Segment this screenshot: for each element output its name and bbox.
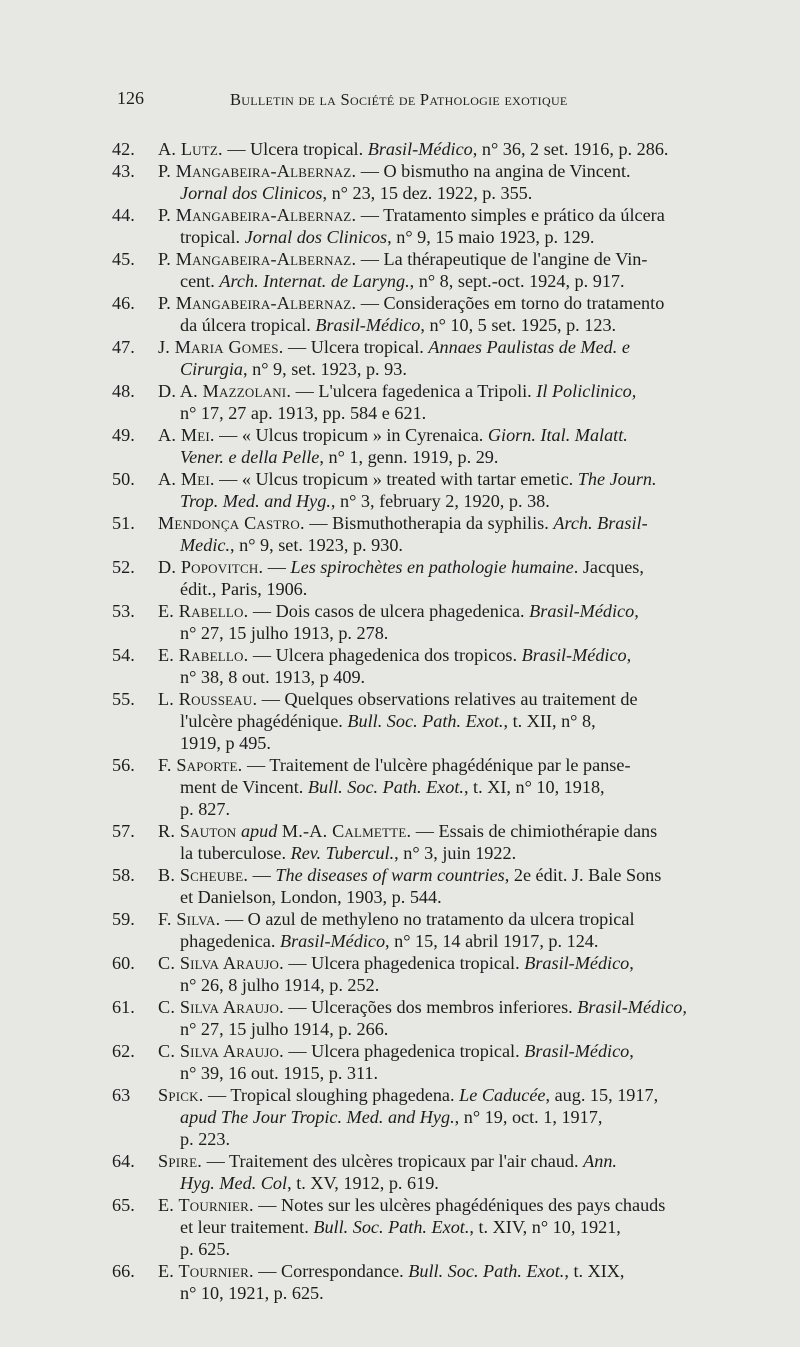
author-name: M.-A. Calmette.: [281, 821, 412, 841]
reference-entry: [112, 380, 762, 424]
reference-number: 66.: [112, 1261, 135, 1281]
reference-segment: — Bismuthotherapia da syphilis.: [304, 513, 554, 533]
reference-line: [158, 446, 762, 468]
reference-segment: — « Ulcus tropicum » in Cyrenaica.: [214, 425, 488, 445]
reference-segment: . Jacques,: [573, 557, 644, 577]
author-name: D. A. Mazzolani.: [158, 381, 292, 401]
author-name: Spick.: [158, 1085, 204, 1105]
reference-line: [158, 380, 762, 402]
reference-segment: da úlcera tropical.: [180, 315, 316, 335]
reference-segment: , n° 10, 5 set. 1925, p. 123.: [420, 315, 617, 335]
reference-entry: [112, 556, 762, 600]
publication-title: Brasil-Médico: [367, 139, 473, 159]
publication-title: The diseases of warm countries: [275, 865, 505, 885]
reference-entry: [112, 600, 762, 644]
reference-segment: , n° 23, 15 dez. 1922, p. 355.: [322, 183, 533, 203]
reference-list: [112, 138, 762, 1304]
author-name: J. Maria Gomes.: [158, 337, 284, 357]
reference-text: [158, 600, 762, 644]
reference-number: 51.: [112, 513, 135, 533]
reference-segment: , n° 9, set. 1923, p. 930.: [230, 535, 403, 555]
reference-line: [158, 204, 762, 226]
reference-entry: [112, 1150, 762, 1194]
reference-line: [158, 864, 762, 886]
reference-entry: [112, 248, 762, 292]
reference-text: [158, 556, 762, 600]
reference-number: 49.: [112, 425, 135, 445]
publication-title: Giorn. Ital. Malatt.: [487, 425, 628, 445]
reference-line: [158, 1150, 762, 1172]
reference-entry: [112, 952, 762, 996]
reference-line: [158, 578, 762, 600]
reference-segment: et Danielson, London, 1903, p. 544.: [180, 887, 442, 907]
author-name: F. Silva.: [158, 909, 221, 929]
reference-line: [158, 1128, 762, 1150]
reference-segment: — Dois casos de ulcera phagedenica.: [248, 601, 530, 621]
reference-number: 42.: [112, 139, 135, 159]
reference-number: 63: [112, 1085, 131, 1105]
reference-line: [158, 468, 762, 490]
reference-segment: phagedenica.: [180, 931, 280, 951]
author-name: P. Mangabeira-Albernaz.: [158, 205, 357, 225]
reference-text: [158, 864, 762, 908]
reference-segment: l'ulcère phagédénique.: [180, 711, 348, 731]
reference-line: [158, 248, 762, 270]
publication-title: Bull. Soc. Path. Exot.: [313, 1217, 470, 1237]
publication-title: Hyg. Med. Col: [180, 1173, 288, 1193]
reference-line: [158, 402, 762, 424]
reference-segment: — Ulcera phagedenica tropical.: [283, 953, 525, 973]
reference-entry: [112, 754, 762, 820]
author-name: E. Rabello.: [158, 645, 249, 665]
reference-segment: — Ulcerações dos membros inferiores.: [283, 997, 578, 1017]
reference-line: [158, 732, 762, 754]
reference-text: [158, 644, 762, 688]
reference-number: 50.: [112, 469, 135, 489]
reference-text: [158, 1084, 762, 1150]
reference-line: [158, 160, 762, 182]
reference-line: [158, 644, 762, 666]
reference-segment: — Essais de chimiothérapie dans: [411, 821, 658, 841]
publication-title: The Journ.: [577, 469, 657, 489]
reference-entry: [112, 1040, 762, 1084]
publication-title: apud: [240, 821, 278, 841]
reference-line: [158, 688, 762, 710]
reference-segment: p. 223.: [180, 1129, 231, 1149]
reference-text: [158, 138, 762, 160]
reference-entry: [112, 468, 762, 512]
reference-segment: p. 625.: [180, 1239, 231, 1259]
reference-number: 58.: [112, 865, 135, 885]
reference-text: [158, 204, 762, 248]
publication-title: Il Policlinico,: [536, 381, 637, 401]
reference-text: [158, 820, 762, 864]
reference-entry: [112, 908, 762, 952]
publication-title: Brasil-Médico: [279, 931, 386, 951]
reference-line: [158, 1062, 762, 1084]
reference-segment: , n° 36, 2 set. 1916, p. 286.: [472, 139, 669, 159]
reference-segment: —: [263, 557, 291, 577]
running-header: [117, 88, 675, 116]
reference-line: [158, 314, 762, 336]
author-name: F. Saporte.: [158, 755, 243, 775]
reference-number: 53.: [112, 601, 135, 621]
publication-title: Brasil-Médico: [315, 315, 421, 335]
publication-title: Le Caducée: [459, 1085, 546, 1105]
reference-segment: n° 26, 8 julho 1914, p. 252.: [180, 975, 380, 995]
journal-title: Bulletin de la Société de Pathologie exotique: [230, 90, 568, 109]
reference-line: [158, 138, 762, 160]
reference-entry: [112, 292, 762, 336]
reference-segment: n° 27, 15 julho 1914, p. 266.: [180, 1019, 389, 1039]
reference-segment: , t. XII, n° 8,: [503, 711, 596, 731]
reference-line: [158, 886, 762, 908]
reference-segment: n° 10, 1921, p. 625.: [180, 1283, 324, 1303]
author-name: E. Tournier.: [158, 1195, 254, 1215]
reference-number: 64.: [112, 1151, 135, 1171]
reference-segment: — Ulcera phagedenica tropical.: [283, 1041, 525, 1061]
author-name: A. Lutz.: [158, 139, 223, 159]
reference-text: [158, 292, 762, 336]
reference-segment: édit., Paris, 1906.: [180, 579, 308, 599]
author-name: Mendonça Castro.: [158, 513, 305, 533]
reference-segment: — O bismutho na angina de Vincent.: [356, 161, 631, 181]
reference-segment: , n° 15, 14 abril 1917, p. 124.: [385, 931, 599, 951]
author-name: D. Popovitch.: [158, 557, 264, 577]
reference-line: [158, 1282, 762, 1304]
reference-number: 60.: [112, 953, 135, 973]
author-name: R. Sauton: [158, 821, 237, 841]
reference-line: [158, 600, 762, 622]
reference-entry: [112, 424, 762, 468]
reference-segment: cent.: [180, 271, 220, 291]
publication-title: Bull. Soc. Path. Exot.: [347, 711, 504, 731]
reference-line: [158, 534, 762, 556]
reference-line: [158, 1040, 762, 1062]
reference-entry: [112, 1260, 762, 1304]
reference-number: 56.: [112, 755, 135, 775]
author-name: Spire.: [158, 1151, 203, 1171]
reference-segment: , t. XIV, n° 10, 1921,: [469, 1217, 621, 1237]
reference-line: [158, 1018, 762, 1040]
reference-text: [158, 160, 762, 204]
reference-line: [158, 1172, 762, 1194]
reference-number: 54.: [112, 645, 135, 665]
reference-line: [158, 930, 762, 952]
reference-segment: , n° 3, february 2, 1920, p. 38.: [330, 491, 550, 511]
reference-text: [158, 424, 762, 468]
reference-text: [158, 1150, 762, 1194]
reference-number: 65.: [112, 1195, 135, 1215]
reference-segment: n° 17, 27 ap. 1913, pp. 584 e 621.: [180, 403, 427, 423]
reference-number: 55.: [112, 689, 135, 709]
reference-line: [158, 424, 762, 446]
reference-number: 45.: [112, 249, 135, 269]
author-name: A. Mei.: [158, 469, 215, 489]
reference-line: [158, 182, 762, 204]
reference-entry: [112, 1194, 762, 1260]
reference-text: [158, 688, 762, 754]
reference-segment: — « Ulcus tropicum » treated with tartar emetic.: [214, 469, 578, 489]
reference-line: [158, 512, 762, 534]
reference-segment: n° 27, 15 julho 1913, p. 278.: [180, 623, 389, 643]
reference-text: [158, 754, 762, 820]
reference-line: [158, 270, 762, 292]
reference-line: [158, 820, 762, 842]
reference-segment: , n° 9, 15 maio 1923, p. 129.: [387, 227, 595, 247]
reference-entry: [112, 688, 762, 754]
reference-entry: [112, 336, 762, 380]
reference-segment: ment de Vincent.: [180, 777, 308, 797]
reference-segment: , t. XI, n° 10, 1918,: [463, 777, 605, 797]
publication-title: Medic.: [180, 535, 230, 555]
reference-segment: n° 38, 8 out. 1913, p 409.: [180, 667, 366, 687]
reference-text: [158, 248, 762, 292]
reference-segment: — Ulcera phagedenica dos tropicos.: [248, 645, 522, 665]
author-name: E. Tournier.: [158, 1261, 254, 1281]
reference-line: [158, 490, 762, 512]
publication-title: Brasil-Médico,: [529, 601, 639, 621]
reference-line: [158, 754, 762, 776]
reference-segment: —: [248, 865, 276, 885]
publication-title: Trop. Med. and Hyg.: [180, 491, 331, 511]
reference-text: [158, 512, 762, 556]
publication-title: Brasil-Médico,: [524, 953, 634, 973]
reference-number: 59.: [112, 909, 135, 929]
publication-title: Les spirochètes en pathologie humaine: [290, 557, 574, 577]
reference-number: 52.: [112, 557, 135, 577]
reference-segment: — La thérapeutique de l'angine de Vin-: [356, 249, 648, 269]
reference-entry: [112, 204, 762, 248]
reference-segment: , n° 1, genn. 1919, p. 29.: [319, 447, 499, 467]
reference-line: [158, 226, 762, 248]
author-name: P. Mangabeira-Albernaz.: [158, 293, 357, 313]
reference-line: [158, 556, 762, 578]
reference-number: 47.: [112, 337, 135, 357]
publication-title: Brasil-Médico,: [521, 645, 632, 665]
reference-number: 57.: [112, 821, 135, 841]
author-name: C. Silva Araujo.: [158, 1041, 284, 1061]
reference-line: [158, 1194, 762, 1216]
author-name: P. Mangabeira-Albernaz.: [158, 249, 357, 269]
author-name: A. Mei.: [158, 425, 215, 445]
reference-entry: [112, 996, 762, 1040]
reference-segment: , aug. 15, 1917,: [545, 1085, 659, 1105]
page-number: 126: [117, 88, 144, 108]
reference-entry: [112, 864, 762, 908]
reference-segment: tropical.: [180, 227, 245, 247]
author-name: B. Scheube.: [158, 865, 249, 885]
reference-number: 43.: [112, 161, 135, 181]
reference-number: 48.: [112, 381, 135, 401]
reference-entry: [112, 512, 762, 556]
author-name: E. Rabello.: [158, 601, 249, 621]
reference-line: [158, 952, 762, 974]
publication-title: Bull. Soc. Path. Exot.: [307, 777, 464, 797]
publication-title: apud The Jour Tropic. Med. and Hyg.: [180, 1107, 455, 1127]
publication-title: Arch. Brasil-: [553, 513, 648, 533]
reference-segment: p. 827.: [180, 799, 231, 819]
reference-segment: , n° 19, oct. 1, 1917,: [454, 1107, 603, 1127]
reference-line: [158, 842, 762, 864]
reference-line: [158, 336, 762, 358]
reference-segment: — Tratamento simples e prático da úlcera: [356, 205, 665, 225]
reference-text: [158, 1040, 762, 1084]
reference-text: [158, 468, 762, 512]
reference-text: [158, 908, 762, 952]
reference-line: [158, 1216, 762, 1238]
reference-entry: [112, 820, 762, 864]
reference-segment: — Notes sur les ulcères phagédéniques des pays chauds: [253, 1195, 666, 1215]
author-name: L. Rousseau.: [158, 689, 258, 709]
reference-segment: , n° 9, set. 1923, p. 93.: [243, 359, 407, 379]
reference-number: 61.: [112, 997, 135, 1017]
publication-title: Bull. Soc. Path. Exot.: [408, 1261, 565, 1281]
reference-segment: — Ulcera tropical.: [222, 139, 368, 159]
reference-line: [158, 666, 762, 688]
reference-segment: , n° 8, sept.-oct. 1924, p. 917.: [409, 271, 625, 291]
reference-segment: — Considerações em torno do tratamento: [356, 293, 665, 313]
reference-line: [158, 974, 762, 996]
publication-title: Ann.: [583, 1151, 617, 1171]
reference-segment: 1919, p 495.: [180, 733, 271, 753]
publication-title: Jornal dos Clinicos: [180, 183, 323, 203]
reference-text: [158, 952, 762, 996]
reference-text: [158, 336, 762, 380]
publication-title: Jornal dos Clinicos: [244, 227, 388, 247]
reference-line: [158, 1260, 762, 1282]
reference-segment: — Quelques observations relatives au traitement de: [257, 689, 638, 709]
reference-segment: la tuberculose.: [180, 843, 291, 863]
reference-text: [158, 380, 762, 424]
publication-title: Brasil-Médico,: [524, 1041, 634, 1061]
reference-segment: — Traitement des ulcères tropicaux par l'air chaud.: [202, 1151, 584, 1171]
publication-title: Cirurgia: [180, 359, 243, 379]
reference-line: [158, 292, 762, 314]
reference-segment: et leur traitement.: [180, 1217, 314, 1237]
reference-entry: [112, 138, 762, 160]
publication-title: Rev. Tubercul.: [290, 843, 395, 863]
reference-segment: — O azul de methyleno no tratamento da ulcera tropical: [220, 909, 635, 929]
author-name: C. Silva Araujo.: [158, 953, 284, 973]
reference-segment: , t. XIX,: [564, 1261, 625, 1281]
reference-line: [158, 776, 762, 798]
reference-segment: — Ulcera tropical.: [283, 337, 429, 357]
reference-text: [158, 996, 762, 1040]
reference-line: [158, 908, 762, 930]
author-name: P. Mangabeira-Albernaz.: [158, 161, 357, 181]
publication-title: Annaes Paulistas de Med. e: [428, 337, 630, 357]
reference-line: [158, 622, 762, 644]
reference-line: [158, 710, 762, 732]
reference-entry: [112, 1084, 762, 1150]
reference-number: 62.: [112, 1041, 135, 1061]
reference-segment: n° 39, 16 out. 1915, p. 311.: [180, 1063, 379, 1083]
publication-title: Arch. Internat. de Laryng.: [219, 271, 410, 291]
reference-segment: — Tropical sloughing phagedena.: [203, 1085, 460, 1105]
publication-title: Brasil-Médico,: [577, 997, 687, 1017]
reference-number: 46.: [112, 293, 135, 313]
publication-title: Vener. e della Pelle: [180, 447, 320, 467]
reference-line: [158, 798, 762, 820]
reference-entry: [112, 644, 762, 688]
reference-line: [158, 996, 762, 1018]
reference-segment: , n° 3, juin 1922.: [394, 843, 517, 863]
reference-number: 44.: [112, 205, 135, 225]
author-name: C. Silva Araujo.: [158, 997, 284, 1017]
reference-line: [158, 1084, 762, 1106]
reference-text: [158, 1260, 762, 1304]
reference-segment: , t. XV, 1912, p. 619.: [287, 1173, 439, 1193]
reference-line: [158, 1238, 762, 1260]
reference-segment: , 2e édit. J. Bale Sons: [504, 865, 662, 885]
reference-text: [158, 1194, 762, 1260]
reference-segment: — Traitement de l'ulcère phagédénique par le panse-: [242, 755, 631, 775]
reference-segment: — Correspondance.: [253, 1261, 409, 1281]
reference-entry: [112, 160, 762, 204]
reference-segment: — L'ulcera fagedenica a Tripoli.: [291, 381, 537, 401]
reference-line: [158, 1106, 762, 1128]
reference-line: [158, 358, 762, 380]
